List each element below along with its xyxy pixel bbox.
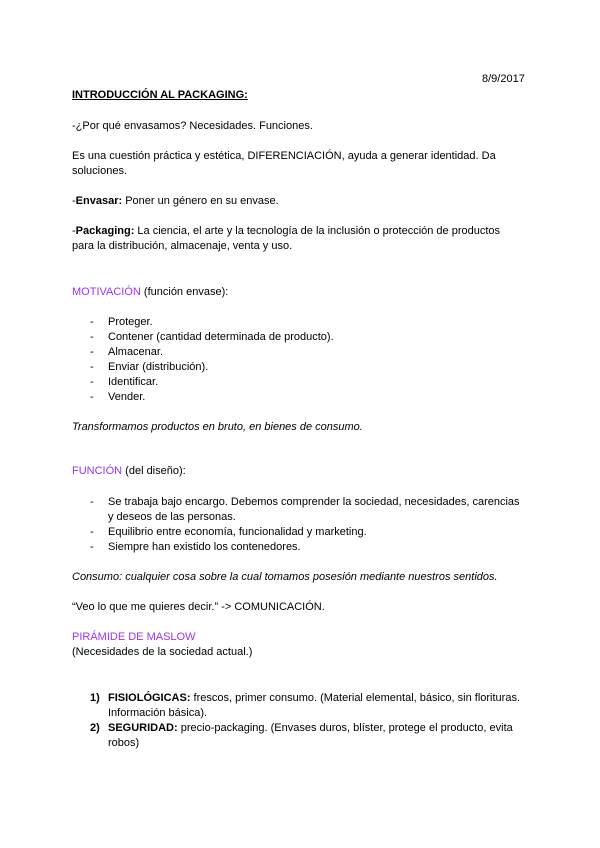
packaging-prefix: - — [72, 225, 76, 237]
list-dash: - — [90, 346, 94, 358]
motivacion-note: Transformamos productos en bruto, en bienes de consumo. — [72, 421, 363, 433]
list-dash: - — [90, 391, 94, 403]
maslow-item-1-text: frescos, primer consumo. (Material elemental, básico, sin florituras. — [190, 692, 521, 704]
maslow-item-1-line-2: Información básica). — [108, 707, 208, 719]
intro-line-2: soluciones. — [72, 165, 128, 177]
funcion-suffix: (del diseño): — [122, 465, 186, 477]
maslow-item-1-term: FISIOLÓGICAS: — [108, 692, 191, 704]
motivacion-suffix: (función envase): — [140, 286, 229, 298]
question-line: -¿Por qué envasamos? Necesidades. Funciones. — [72, 120, 313, 132]
envasar-text: Poner un género en su envase. — [122, 195, 279, 207]
list-dash: - — [90, 526, 94, 538]
motivacion-item: Identificar. — [108, 376, 159, 388]
envasar-definition — [72, 194, 279, 209]
motivacion-item: Almacenar. — [108, 346, 164, 358]
funcion-item-3: Siempre han existido los contenedores. — [108, 541, 301, 553]
communication-quote: “Veo lo que me quieres decir.” -> COMUNICACIÓN. — [72, 601, 325, 613]
funcion-item-1-line-1: Se trabaja bajo encargo. Debemos comprender la sociedad, necesidades, carencias — [108, 496, 520, 508]
maslow-item-1-line-1 — [108, 691, 520, 706]
maslow-item-2-term: SEGURIDAD: — [108, 722, 178, 734]
packaging-term: Packaging: — [75, 225, 135, 237]
motivacion-item: Proteger. — [108, 316, 153, 328]
intro-line-1: Es una cuestión práctica y estética, DIFERENCIACIÓN, ayuda a generar identidad. Da — [72, 150, 496, 162]
motivacion-heading — [72, 285, 228, 300]
motivacion-item: Enviar (distribución). — [108, 361, 209, 373]
packaging-definition-line-1 — [72, 224, 500, 239]
funcion-title: FUNCIÓN — [72, 465, 123, 477]
document-date: 8/9/2017 — [482, 73, 525, 85]
document-title: INTRODUCCIÓN AL PACKAGING: — [72, 89, 248, 101]
list-dash: - — [90, 376, 94, 388]
motivacion-item: Contener (cantidad determinada de producto). — [108, 331, 334, 343]
funcion-heading — [72, 464, 186, 479]
envasar-term: Envasar: — [75, 195, 123, 207]
packaging-definition-line-2: para la distribución, almacenaje, venta y uso. — [72, 240, 293, 252]
packaging-text: La ciencia, el arte y la tecnología de la inclusión o protección de productos — [134, 225, 501, 237]
maslow-item-2-line-1 — [108, 721, 513, 736]
list-dash: - — [90, 496, 94, 508]
motivacion-title: MOTIVACIÓN — [72, 286, 141, 298]
list-dash: - — [90, 331, 94, 343]
funcion-note: Consumo: cualquier cosa sobre la cual tomamos posesión mediante nuestros sentidos. — [72, 571, 498, 583]
maslow-item-2-line-2: robos) — [108, 737, 140, 749]
motivacion-item: Vender. — [108, 391, 146, 403]
list-dash: - — [90, 361, 94, 373]
funcion-item-2: Equilibrio entre economía, funcionalidad y marketing. — [108, 526, 367, 538]
list-dash: - — [90, 541, 94, 553]
funcion-item-1-line-2: y deseos de las personas. — [108, 511, 236, 523]
maslow-item-number: 1) — [90, 692, 100, 704]
maslow-heading: PIRÁMIDE DE MASLOW — [72, 631, 196, 643]
list-dash: - — [90, 316, 94, 328]
maslow-item-number: 2) — [90, 722, 100, 734]
envasar-prefix: - — [72, 195, 76, 207]
maslow-item-2-text: precio-packaging. (Envases duros, blíster, protege el producto, evita — [177, 722, 513, 734]
maslow-subheading: (Necesidades de la sociedad actual.) — [72, 646, 253, 658]
